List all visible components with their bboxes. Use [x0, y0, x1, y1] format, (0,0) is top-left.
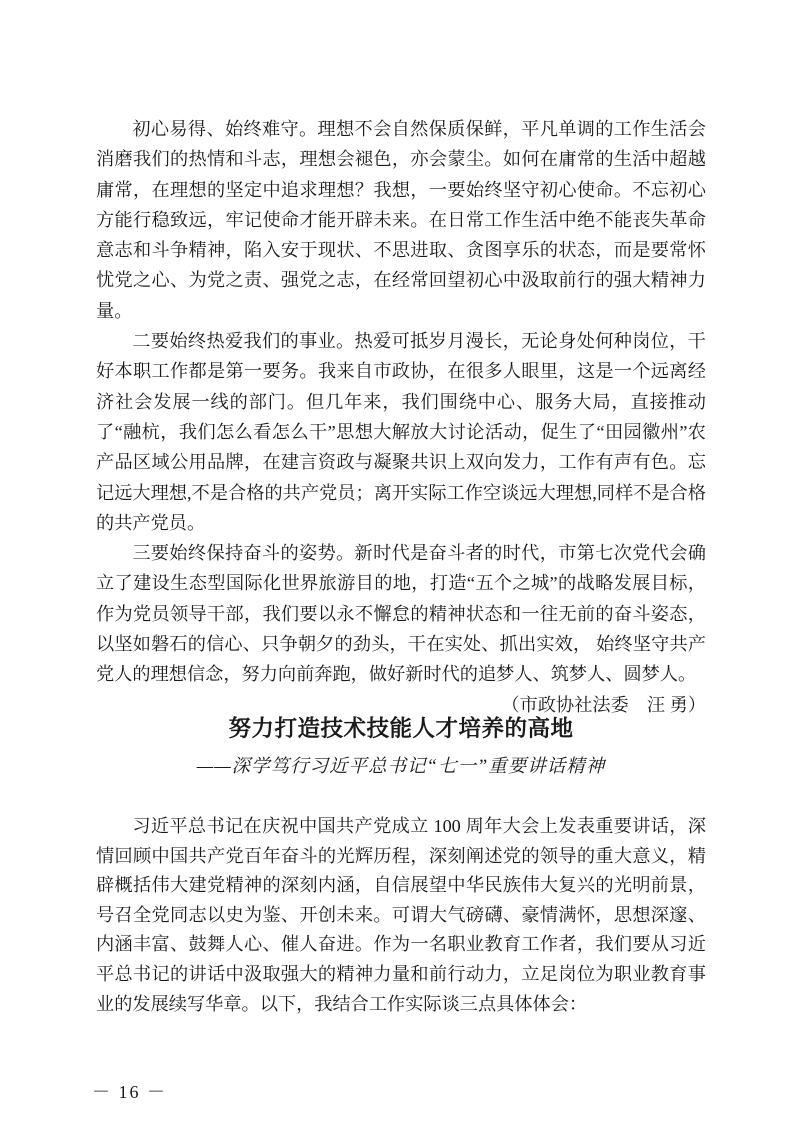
- article1-signature: （市政协社法委 汪 勇）: [501, 694, 706, 715]
- article1-paragraph-3-text: 三要始终保持奋斗的姿势。新时代是奋斗者的时代，市第七次党代会确立了建设生态型国际化世界旅游目的地，打造“五个之城”的战略发展目标，作为党员领导干部，我们要以永不懈怠的精神状态和一往无前的奋斗姿态，以坚如磐石的信心、只争朝夕的劲头，干在实处、抓出实效， 始终坚守共产党人的理想信念，努力向前奔跑，做好新时代的追梦人、筑梦人、圆梦人。: [96, 543, 706, 685]
- article1-paragraph-1: 初心易得、始终难守。理想不会自然保质保鲜，平凡单调的工作生活会消磨我们的热情和斗志，理想会褪色，亦会蒙尘。如何在庸常的生活中超越庸常，在理想的坚定中追求理想？我想，一要始终坚守初心使命。不忘初心方能行稳致远，牢记使命才能开辟未来。在日常工作生活中绝不能丧失革命意志和斗争精神，陷入安于现状、不思进取、贪图享乐的状态，而是要常怀忧党之心、为党之责、强党之志，在经常回望初心中汲取前行的强大精神力量。: [96, 119, 706, 321]
- article1-paragraph-2: 二要始终热爱我们的事业。热爱可抵岁月漫长，无论身处何种岗位，干好本职工作都是第一要务。我来自市政协，在很多人眼里，这是一个远离经济社会发展一线的部门。但几年来，我们围绕中心、服务大局，直接推动了“融杭，我们怎么看怎么干”思想大解放大讨论活动，促生了“田园徽州”农产品区域公用品牌，在建言资政与凝聚共识上双向发力，工作有声有色。忘记远大理想,不是合格的共产党员；离开实际工作空谈远大理想,同样不是合格的共产党员。: [96, 331, 706, 533]
- article2-subtitle: ——深学笃行习近平总书记“七一”重要讲话精神: [196, 757, 606, 777]
- article2-paragraph-1: 习近平总书记在庆祝中国共产党成立 100 周年大会上发表重要讲话，深情回顾中国共产党百年奋斗的光辉历程，深刻阐述党的领导的重大意义，精辟概括伟大建党精神的深刻内涵，自信展望中华民族伟大复兴的光明前景，号召全党同志以史为鉴、开创未来。可谓大气磅礴、豪情满怀，思想深邃、内涵丰富、鼓舞人心、催人奋进。作为一名职业教育工作者，我们要从习近平总书记的讲话中汲取强大的精神力量和前行动力，立足岗位为职业教育事业的发展续写华章。以下，我结合工作实际谈三点具体体会：: [96, 816, 706, 1014]
- article2-body: [96, 812, 706, 1019]
- article1-paragraph-3: [96, 538, 706, 715]
- article1-body: [96, 114, 706, 720]
- article2-title: 努力打造技术技能人才培养的高地: [228, 716, 574, 742]
- page-number: － 16 －: [92, 1082, 167, 1102]
